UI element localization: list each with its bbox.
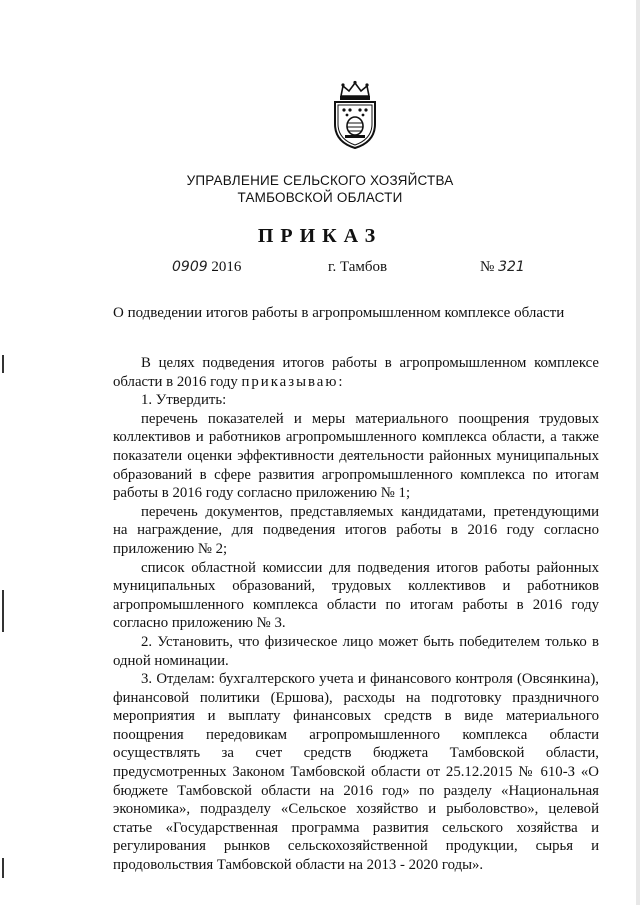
item-1-paragraph-2: перечень документов, представляемых кандидатами, претендующими на награждение, для подведения итогов работы в 2016 году согласно приложению № 2; [113, 503, 599, 557]
tambov-coat-of-arms-icon [329, 80, 381, 150]
organization-name-line2: ТАМБОВСКОЙ ОБЛАСТИ [237, 190, 403, 205]
handwritten-date: 0909 [172, 259, 208, 275]
order-city: г. Тамбов [328, 259, 388, 275]
scan-margin-mark [2, 858, 4, 878]
order-body [113, 354, 599, 875]
number-sign: № [480, 259, 495, 275]
document-title: ПРИКАЗ [257, 225, 383, 247]
order-subject: О подведении итогов работы в агропромышленном комплексе области [113, 305, 565, 321]
organization-name-line1: УПРАВЛЕНИЕ СЕЛЬСКОГО ХОЗЯЙСТВА [186, 173, 454, 188]
intro-text: В целях подведения итогов работы в агропромышленном комплексе области в 2016 году [113, 355, 599, 390]
order-word: приказываю: [241, 373, 345, 390]
item-1: 1. Утвердить: [141, 392, 227, 409]
scan-margin-mark [2, 590, 4, 632]
item-1-paragraph-1: перечень показателей и меры материального поощрения трудовых коллективов и работников агропромышленного комплекса области, а также показатели оценки эффективности деятельности районных муниципальных образований в сфере развития агропромышленного комплекса по итогам работы в 2016 году согласно приложению № 1; [113, 410, 599, 502]
order-year: 2016 [211, 259, 242, 275]
item-2: 2. Установить, что физическое лицо может быть победителем только в одной номинации. [113, 633, 599, 669]
scan-edge [636, 0, 640, 905]
intro-paragraph [113, 354, 599, 391]
scan-margin-mark [2, 355, 4, 373]
order-date [172, 259, 241, 276]
item-3: 3. Отделам: бухгалтерского учета и финансового контроля (Овсянкина), финансовой политики (Ершова), расходы на подготовку праздничного мероприятия и выплату финансовых средств в виде материального поощрения передовикам агропромышленного комплекса области осуществлять за счет средств бюджета Тамбовской области, предусмотренных Законом Тамбовской области от 25.12.2015 № 610-З «О бюджете Тамбовской области на 2016 год» по разделу «Национальная экономика», подразделу «Сельское хозяйство и рыболовство», целевой статье «Государственная программа развития сельского хозяйства и регулирования рынков сельскохозяйственной продукции, сырья и продовольствия Тамбовской области на 2013 - 2020 годы». [113, 671, 599, 874]
handwritten-number: 321 [498, 259, 525, 275]
item-1-paragraph-3: список областной комиссии для подведения итогов работы районных муниципальных образований, трудовых коллективов и работников агропромышленного комплекса области по итогам работы в 2016 году согласно приложению № 3. [113, 559, 599, 632]
order-number [480, 259, 525, 276]
